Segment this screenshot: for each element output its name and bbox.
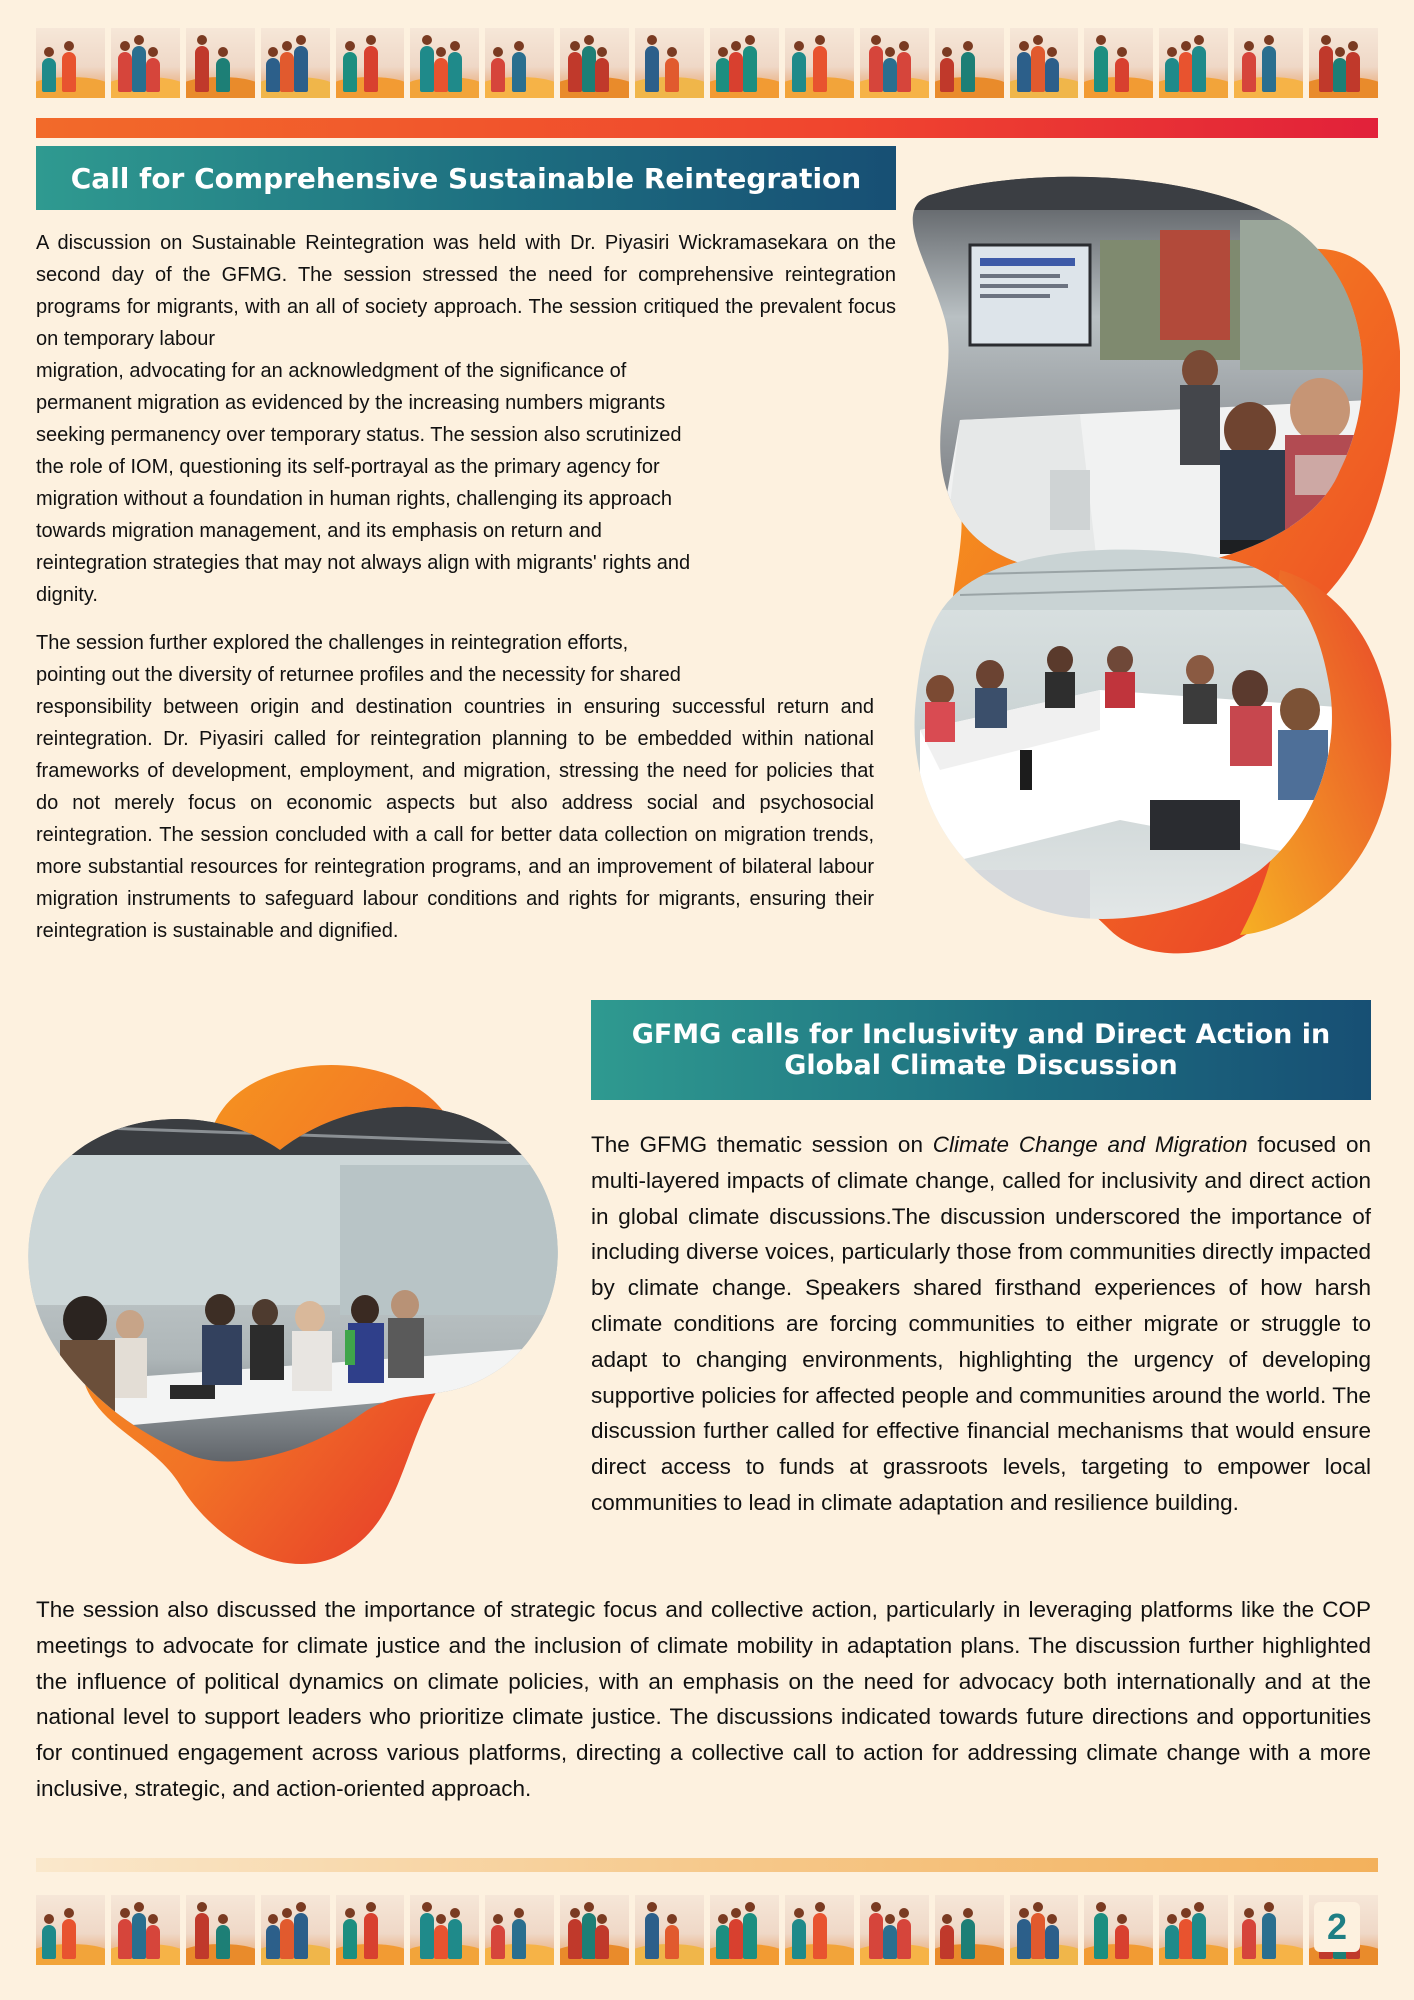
banner-person-figure: [1094, 1913, 1108, 1959]
text-line: pointing out the diversity of returnee profiles and the necessity for shared: [36, 664, 681, 686]
banner-person-figure: [869, 1913, 883, 1959]
banner-person-head: [64, 41, 74, 51]
banner-person-figure: [582, 46, 596, 92]
banner-person-head: [1244, 1908, 1254, 1918]
banner-person-head: [1264, 35, 1274, 45]
banner-person-head: [268, 1914, 278, 1924]
banner-person-head: [296, 1902, 306, 1912]
banner-illustration-tile: [410, 28, 479, 98]
banner-person-head: [345, 1908, 355, 1918]
banner-person-head: [794, 1908, 804, 1918]
banner-person-figure: [1045, 1925, 1059, 1959]
banner-person-head: [1047, 1914, 1057, 1924]
banner-illustration-tile: [111, 28, 180, 98]
banner-person-figure: [716, 1925, 730, 1959]
banner-person-figure: [364, 1913, 378, 1959]
text-line: seeking permanency over temporary status. The session also scrutinized: [36, 424, 682, 446]
banner-illustration-tile: [710, 28, 779, 98]
banner-illustration-tile: [186, 28, 255, 98]
banner-person-figure: [512, 52, 526, 92]
banner-person-figure: [195, 46, 209, 92]
banner-person-head: [871, 35, 881, 45]
banner-person-head: [667, 47, 677, 57]
banner-person-head: [815, 35, 825, 45]
banner-illustration-tile: [935, 28, 1004, 98]
text-line: migration without a foundation in human rights, challenging its approach: [36, 488, 672, 510]
text-line: dignity.: [36, 584, 98, 606]
banner-person-figure: [343, 52, 357, 92]
banner-illustration-tile: [860, 1895, 929, 1965]
text-line: The session further explored the challenges in reintegration efforts,: [36, 632, 629, 654]
banner-person-figure: [512, 1919, 526, 1959]
banner-person-figure: [294, 46, 308, 92]
section1-para1-lines: [36, 355, 826, 611]
banner-person-head: [120, 41, 130, 51]
banner-person-head: [1321, 35, 1331, 45]
section2-title: GFMG calls for Inclusivity and Direct Action in Global Climate Discussion: [591, 1000, 1371, 1100]
banner-person-head: [647, 1902, 657, 1912]
banner-person-figure: [266, 1925, 280, 1959]
banner-person-head: [268, 47, 278, 57]
bottom-decorative-banner: [36, 1895, 1378, 1965]
banner-illustration-tile: [485, 1895, 554, 1965]
banner-person-head: [1194, 35, 1204, 45]
banner-person-figure: [883, 58, 897, 92]
banner-person-figure: [132, 46, 146, 92]
banner-person-head: [1096, 35, 1106, 45]
banner-person-head: [1047, 47, 1057, 57]
banner-person-figure: [42, 1925, 56, 1959]
banner-person-head: [885, 1914, 895, 1924]
section2-para2: The session also discussed the importance of strategic focus and collective action, particularly in leveraging platforms like the COP meetings to advocate for climate justice and the inclusion of climate mobility in adaptation plans. The discussion further highlighted the influence of political dynamics on climate policies, with an emphasis on the need for advocacy both internationally and at the national level to support leaders who prioritize climate justice. The discussions indicated towards future directions and opportunities for continued engagement across various platforms, directing a collective call to action for addressing climate change with a more inclusive, strategic, and action-oriented approach.: [36, 1597, 1371, 1801]
banner-person-head: [1096, 1902, 1106, 1912]
banner-person-figure: [1192, 46, 1206, 92]
banner-person-head: [815, 1902, 825, 1912]
banner-person-head: [1167, 47, 1177, 57]
banner-illustration-tile: [1084, 1895, 1153, 1965]
banner-person-head: [422, 35, 432, 45]
banner-illustration-tile: [635, 1895, 704, 1965]
banner-person-figure: [729, 52, 743, 92]
banner-person-head: [296, 35, 306, 45]
banner-person-head: [366, 1902, 376, 1912]
banner-person-figure: [132, 1913, 146, 1959]
banner-person-figure: [280, 1919, 294, 1959]
banner-person-head: [1019, 1908, 1029, 1918]
banner-person-figure: [491, 58, 505, 92]
banner-person-figure: [883, 1925, 897, 1959]
banner-person-figure: [1115, 1925, 1129, 1959]
banner-person-head: [218, 1914, 228, 1924]
banner-person-figure: [1031, 1913, 1045, 1959]
banner-person-head: [493, 1914, 503, 1924]
banner-person-head: [597, 47, 607, 57]
banner-person-figure: [62, 52, 76, 92]
banner-person-figure: [216, 58, 230, 92]
banner-person-head: [436, 47, 446, 57]
banner-person-figure: [1031, 46, 1045, 92]
banner-illustration-tile: [860, 28, 929, 98]
banner-person-figure: [343, 1919, 357, 1959]
banner-person-head: [963, 1908, 973, 1918]
banner-person-figure: [716, 58, 730, 92]
banner-person-head: [197, 35, 207, 45]
banner-person-figure: [434, 1925, 448, 1959]
text-line: permanent migration as evidenced by the increasing numbers migrants: [36, 392, 666, 414]
section1-para2-body: responsibility between origin and destination countries in ensuring successful return and reintegration. Dr. Piyasiri called for reintegration planning to be embedded within national frameworks of development, employment, and migration, stressing the need for policies that do not merely focus on economic aspects but also address social and psychosocial reintegration. The session concluded with a call for better data collection on migration trends, more substantial resources for reintegration programs, and an improvement of bilateral labour migration instruments to safeguard labour conditions and rights for migrants, ensuring their reintegration is sustainable and dignified.: [36, 696, 874, 942]
banner-illustration-tile: [410, 1895, 479, 1965]
banner-person-head: [794, 41, 804, 51]
banner-person-figure: [792, 1919, 806, 1959]
text-line: reintegration strategies that may not always align with migrants' rights and: [36, 552, 691, 574]
top-decorative-banner: [36, 28, 1378, 98]
banner-illustration-tile: [336, 1895, 405, 1965]
banner-person-head: [64, 1908, 74, 1918]
section1-para2-lines: [36, 627, 836, 691]
page-number: 2: [1314, 1902, 1360, 1952]
banner-person-head: [570, 41, 580, 51]
banner-illustration-tile: [1010, 1895, 1079, 1965]
banner-person-figure: [1179, 1919, 1193, 1959]
banner-person-figure: [364, 46, 378, 92]
banner-person-figure: [1262, 1913, 1276, 1959]
banner-person-figure: [118, 52, 132, 92]
banner-person-head: [942, 1914, 952, 1924]
banner-person-figure: [146, 58, 160, 92]
banner-person-head: [345, 41, 355, 51]
banner-illustration-tile: [261, 1895, 330, 1965]
banner-person-figure: [195, 1913, 209, 1959]
banner-person-head: [584, 35, 594, 45]
banner-person-figure: [448, 1919, 462, 1959]
banner-person-head: [899, 1908, 909, 1918]
banner-person-head: [514, 1908, 524, 1918]
banner-person-head: [366, 35, 376, 45]
banner-person-figure: [961, 1919, 975, 1959]
banner-person-head: [1167, 1914, 1177, 1924]
text-run: focused on multi-layered impacts of climate change, called for inclusivity and direct action in global climate discussions.The discussion underscored the importance of including diverse voices, particularly those from communities directly impacted by climate change. Speakers shared firsthand experiences of how harsh climate conditions are forcing communities to either migrate or struggle to adapt to changing environments, highlighting the urgency of developing supportive policies for affected people and communities around the world. The discussion further called for effective financial mechanisms that would ensure direct access to funds at grassroots levels, targeting to empower local communities to lead in climate adaptation and resilience building.: [591, 1132, 1371, 1515]
bottom-gradient-rule: [36, 1858, 1378, 1872]
banner-person-figure: [146, 1925, 160, 1959]
banner-illustration-tile: [1234, 1895, 1303, 1965]
banner-illustration-tile: [261, 28, 330, 98]
banner-illustration-tile: [1159, 1895, 1228, 1965]
banner-person-head: [1348, 41, 1358, 51]
banner-person-head: [731, 41, 741, 51]
banner-person-head: [570, 1908, 580, 1918]
banner-person-figure: [1346, 52, 1360, 92]
banner-person-head: [1264, 1902, 1274, 1912]
section1-para1-intro: A discussion on Sustainable Reintegration was held with Dr. Piyasiri Wickramasekara on the second day of the GFMG. The session stressed the need for comprehensive reintegration programs for migrants, with an all of society approach. The session critiqued the prevalent focus on temporary labour: [36, 232, 896, 350]
banner-person-head: [1033, 35, 1043, 45]
climate-session-photo: [20, 1055, 570, 1565]
banner-illustration-tile: [635, 28, 704, 98]
banner-person-figure: [1165, 58, 1179, 92]
banner-person-head: [120, 1908, 130, 1918]
banner-person-figure: [961, 52, 975, 92]
banner-person-head: [942, 47, 952, 57]
banner-person-figure: [1242, 1919, 1256, 1959]
banner-person-figure: [448, 52, 462, 92]
banner-person-figure: [420, 46, 434, 92]
banner-person-figure: [1094, 46, 1108, 92]
banner-person-figure: [266, 58, 280, 92]
banner-illustration-tile: [785, 1895, 854, 1965]
reintegration-photo-collage: [900, 170, 1400, 960]
banner-person-figure: [1242, 52, 1256, 92]
banner-illustration-tile: [36, 28, 105, 98]
banner-person-figure: [813, 1913, 827, 1959]
banner-person-figure: [1262, 46, 1276, 92]
banner-person-figure: [62, 1919, 76, 1959]
banner-illustration-tile: [1309, 28, 1378, 98]
banner-person-head: [282, 1908, 292, 1918]
banner-person-figure: [897, 52, 911, 92]
banner-person-head: [584, 1902, 594, 1912]
banner-illustration-tile: [935, 1895, 1004, 1965]
banner-person-head: [134, 1902, 144, 1912]
banner-person-figure: [665, 1925, 679, 1959]
banner-person-figure: [216, 1925, 230, 1959]
banner-person-head: [450, 41, 460, 51]
banner-person-figure: [1115, 58, 1129, 92]
text-run: The GFMG thematic session on: [591, 1132, 933, 1157]
banner-person-figure: [42, 58, 56, 92]
section2-para1: [591, 1127, 1371, 1521]
banner-person-figure: [595, 1925, 609, 1959]
banner-person-head: [885, 47, 895, 57]
text-line: towards migration management, and its emphasis on return and: [36, 520, 602, 542]
banner-person-figure: [1192, 1913, 1206, 1959]
banner-person-head: [899, 41, 909, 51]
banner-person-figure: [940, 58, 954, 92]
banner-person-figure: [1045, 58, 1059, 92]
banner-person-figure: [568, 52, 582, 92]
banner-person-head: [422, 1902, 432, 1912]
banner-person-head: [647, 35, 657, 45]
banner-person-figure: [420, 1913, 434, 1959]
top-gradient-rule: [36, 118, 1378, 138]
banner-person-figure: [491, 1925, 505, 1959]
banner-person-figure: [792, 52, 806, 92]
banner-person-figure: [1017, 1919, 1031, 1959]
banner-person-figure: [743, 1913, 757, 1959]
banner-person-head: [667, 1914, 677, 1924]
banner-person-head: [514, 41, 524, 51]
banner-person-head: [731, 1908, 741, 1918]
banner-person-figure: [813, 46, 827, 92]
banner-person-head: [871, 1902, 881, 1912]
banner-person-head: [1194, 1902, 1204, 1912]
banner-person-head: [134, 35, 144, 45]
banner-person-figure: [1333, 58, 1347, 92]
banner-person-head: [44, 1914, 54, 1924]
banner-illustration-tile: [36, 1895, 105, 1965]
banner-person-head: [197, 1902, 207, 1912]
banner-person-head: [1117, 47, 1127, 57]
banner-person-figure: [1179, 52, 1193, 92]
banner-illustration-tile: [1010, 28, 1079, 98]
banner-illustration-tile: [560, 28, 629, 98]
banner-person-head: [44, 47, 54, 57]
banner-person-figure: [582, 1913, 596, 1959]
banner-person-head: [493, 47, 503, 57]
banner-illustration-tile: [186, 1895, 255, 1965]
italic-session-name: Climate Change and Migration: [932, 1132, 1248, 1157]
banner-person-head: [1244, 41, 1254, 51]
banner-person-head: [436, 1914, 446, 1924]
banner-person-head: [718, 47, 728, 57]
banner-person-head: [1181, 41, 1191, 51]
banner-person-head: [1033, 1902, 1043, 1912]
text-line: the role of IOM, questioning its self-portrayal as the primary agency for: [36, 456, 660, 478]
banner-illustration-tile: [1234, 28, 1303, 98]
banner-illustration-tile: [485, 28, 554, 98]
banner-person-head: [745, 1902, 755, 1912]
banner-illustration-tile: [560, 1895, 629, 1965]
banner-person-head: [218, 47, 228, 57]
text-line: migration, advocating for an acknowledgment of the significance of: [36, 360, 627, 382]
banner-person-figure: [729, 1919, 743, 1959]
banner-person-head: [282, 41, 292, 51]
banner-illustration-tile: [785, 28, 854, 98]
banner-person-head: [963, 41, 973, 51]
banner-person-figure: [645, 1913, 659, 1959]
banner-person-figure: [743, 46, 757, 92]
banner-illustration-tile: [1159, 28, 1228, 98]
banner-person-figure: [645, 46, 659, 92]
banner-person-head: [148, 1914, 158, 1924]
banner-person-figure: [897, 1919, 911, 1959]
banner-person-head: [597, 1914, 607, 1924]
banner-person-figure: [1165, 1925, 1179, 1959]
banner-person-figure: [568, 1919, 582, 1959]
banner-illustration-tile: [1084, 28, 1153, 98]
banner-person-head: [1335, 47, 1345, 57]
banner-person-figure: [1017, 52, 1031, 92]
banner-person-head: [745, 35, 755, 45]
banner-person-head: [450, 1908, 460, 1918]
banner-person-head: [1117, 1914, 1127, 1924]
banner-illustration-tile: [710, 1895, 779, 1965]
banner-person-figure: [434, 58, 448, 92]
banner-person-head: [1019, 41, 1029, 51]
banner-person-figure: [294, 1913, 308, 1959]
banner-person-figure: [665, 58, 679, 92]
banner-person-head: [148, 47, 158, 57]
banner-person-figure: [940, 1925, 954, 1959]
banner-person-head: [718, 1914, 728, 1924]
banner-person-figure: [595, 58, 609, 92]
banner-person-head: [1181, 1908, 1191, 1918]
banner-illustration-tile: [111, 1895, 180, 1965]
section1-title: Call for Comprehensive Sustainable Reintegration: [36, 146, 896, 210]
banner-illustration-tile: [336, 28, 405, 98]
banner-person-figure: [869, 46, 883, 92]
banner-person-figure: [1319, 46, 1333, 92]
banner-person-figure: [118, 1919, 132, 1959]
banner-person-figure: [280, 52, 294, 92]
